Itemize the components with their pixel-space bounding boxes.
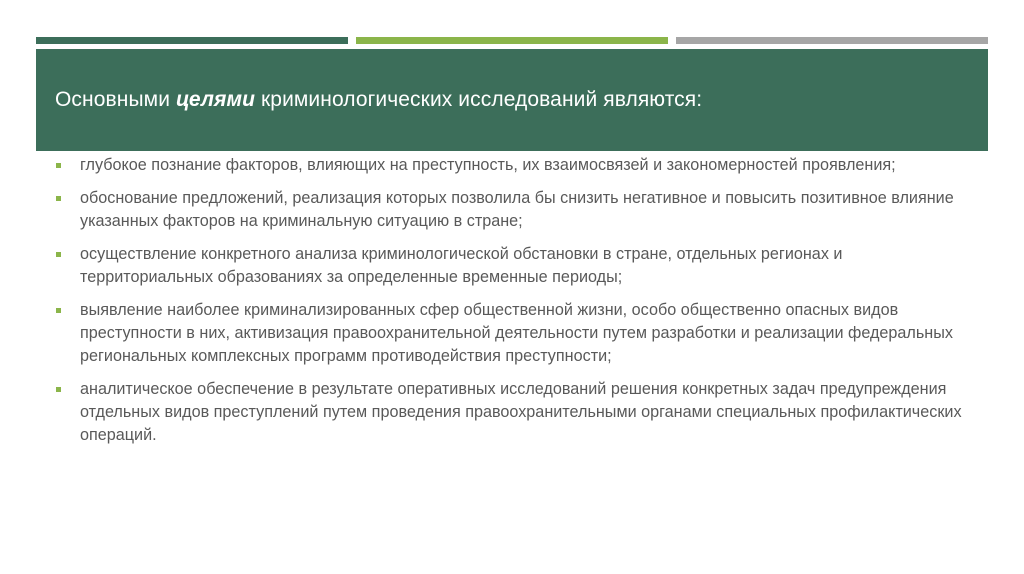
- list-item-text: осуществление конкретного анализа криминологической обстановки в стране, отдельных регионах и территориальных образованиях за определенные временные периоды;: [80, 245, 843, 286]
- title-emphasis: целями: [175, 88, 256, 111]
- list-item-text: глубокое познание факторов, влияющих на преступность, их взаимосвязей и закономерностей проявления;: [80, 156, 896, 174]
- top-accent-bar-gray: [676, 37, 988, 44]
- list-item-text: аналитическое обеспечение в результате оперативных исследований решения конкретных задач предупреждения отдельных видов преступлений путем проведения правоохранительными органами специальных профилактических операций.: [80, 380, 962, 444]
- bullet-list: [54, 154, 964, 457]
- list-item: [54, 154, 964, 177]
- slide-title: [55, 88, 702, 112]
- square-bullet-icon: [56, 252, 61, 257]
- list-item: [54, 187, 964, 233]
- list-item-text: обоснование предложений, реализация которых позволила бы снизить негативное и повысить позитивное влияние указанных факторов на криминальную ситуацию в стране;: [80, 189, 954, 230]
- list-item: [54, 243, 964, 289]
- title-suffix: криминологических исследований являются:: [255, 88, 703, 111]
- top-accent-bar-dark-green: [36, 37, 348, 44]
- square-bullet-icon: [56, 308, 61, 313]
- list-item: [54, 299, 964, 368]
- list-item: [54, 378, 964, 447]
- title-banner: [36, 49, 988, 151]
- square-bullet-icon: [56, 163, 61, 168]
- title-prefix: Основными: [55, 88, 176, 111]
- top-accent-bar-light-green: [356, 37, 668, 44]
- square-bullet-icon: [56, 387, 61, 392]
- list-item-text: выявление наиболее криминализированных сфер общественной жизни, особо общественно опасных видов преступности в них, активизация правоохранительной деятельности путем разработки и реализации федеральных региональных комплексных программ противодействия преступности;: [80, 301, 953, 365]
- square-bullet-icon: [56, 196, 61, 201]
